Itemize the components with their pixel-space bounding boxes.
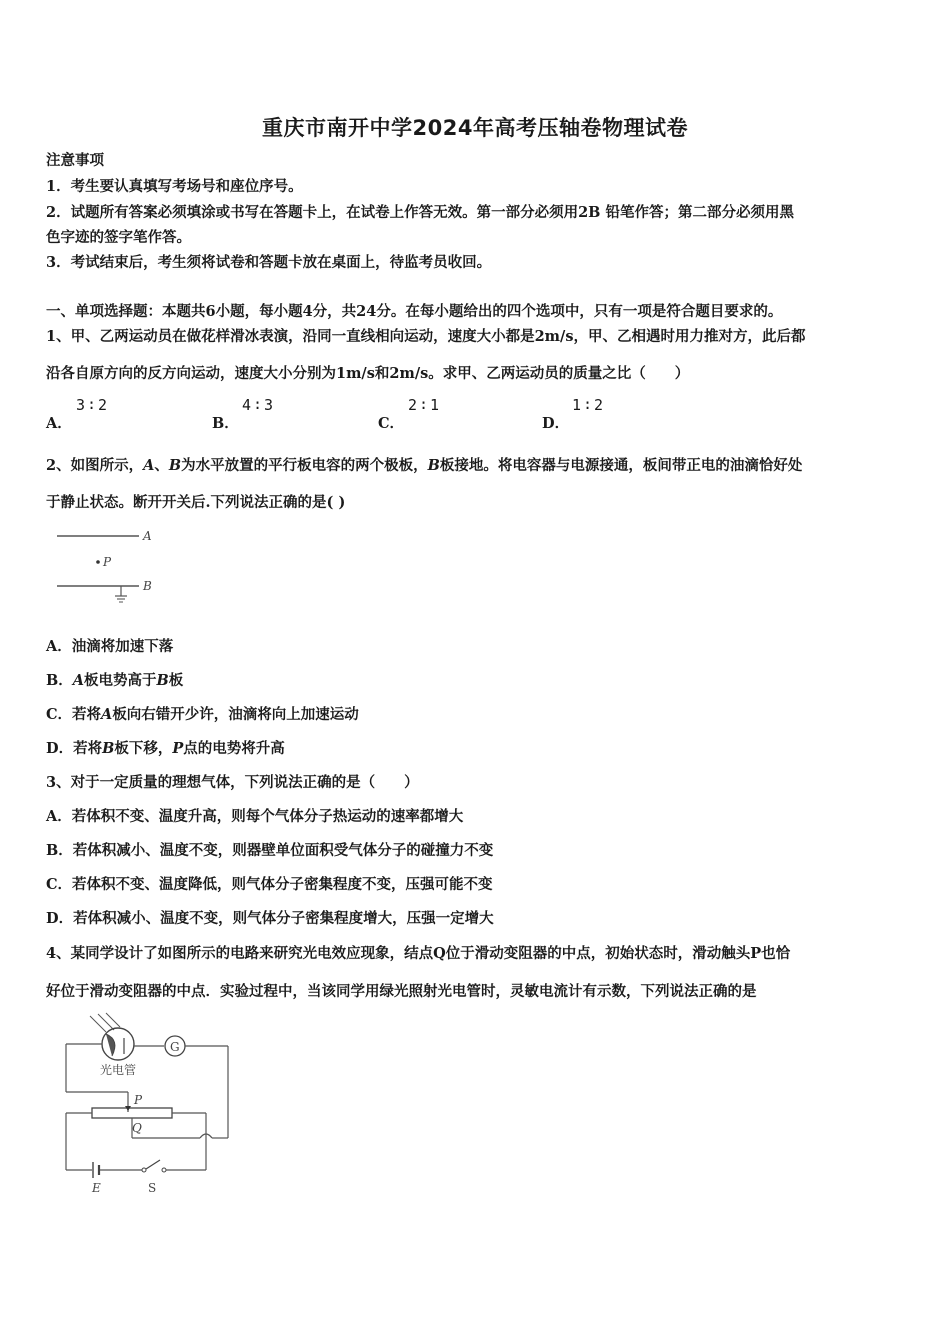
plate-a-symbol: A xyxy=(143,457,155,474)
notice-item-3: 3．考试结束后，考生须将试卷和答题卡放在桌面上，待监考员收回。 xyxy=(46,254,492,271)
slider-p-label: P xyxy=(134,1093,143,1107)
option-value: 2∶1 xyxy=(408,396,442,414)
option-label: C． xyxy=(378,415,405,432)
point-p-symbol: P xyxy=(172,740,184,757)
light-ray xyxy=(90,1016,106,1032)
text: 板接地。将电容器与电源接通，板间带正电的油滴恰好处 xyxy=(439,457,803,474)
text: 板电势高于 xyxy=(84,672,157,689)
q2-option-b[interactable] xyxy=(46,671,906,691)
notice-item-2: 2．试题所有答案必须填涂或书写在答题卡上，在试卷上作答无效。第一部分必须用2B 铅笔作答；第二部分必须用黑 xyxy=(46,204,794,221)
q3-option-d[interactable]: D．若体积减小、温度不变，则气体分子密集程度增大，压强一定增大 xyxy=(46,910,494,927)
plate-b-label: B xyxy=(143,579,152,593)
battery-label: E xyxy=(92,1181,101,1195)
plate-b-symbol: B xyxy=(156,672,169,689)
node-q-label: Q xyxy=(132,1121,142,1135)
q2-option-c[interactable] xyxy=(46,705,906,725)
section-heading: 一、单项选择题：本题共6小题，每小题4分，共24分。在每小题给出的四个选项中，只有一项是符合题目要求的。 xyxy=(46,303,783,320)
option-label: D． xyxy=(542,415,570,432)
q3-option-c[interactable]: C．若体积不变、温度降低，则气体分子密集程度不变，压强可能不变 xyxy=(46,876,493,893)
plate-b-symbol: B xyxy=(427,457,440,474)
oil-drop xyxy=(96,560,100,564)
galvanometer-label: G xyxy=(170,1040,180,1054)
text: B． xyxy=(46,672,73,689)
light-ray xyxy=(106,1013,120,1027)
q2-stem-line1 xyxy=(46,456,906,476)
option-value: 4∶3 xyxy=(242,396,276,414)
q2-option-a[interactable]: A．油滴将加速下落 xyxy=(46,638,174,655)
q2-option-d[interactable] xyxy=(46,739,906,759)
text: 点的电势将升高 xyxy=(183,740,285,757)
light-ray xyxy=(98,1014,114,1030)
q1-option-a[interactable] xyxy=(46,396,196,432)
switch-lever-icon xyxy=(146,1160,160,1169)
q3-stem: 3、对于一定质量的理想气体，下列说法正确的是（ ） xyxy=(46,774,419,791)
text: C．若将 xyxy=(46,706,102,723)
option-label: B． xyxy=(212,415,239,432)
photo-tube-icon xyxy=(102,1028,134,1060)
notice-heading: 注意事项 xyxy=(46,152,104,169)
q1-option-b[interactable] xyxy=(212,396,362,432)
cathode-icon xyxy=(106,1034,115,1056)
text: D．若将 xyxy=(46,740,103,757)
page-title: 重庆市南开中学2024年高考压轴卷物理试卷 xyxy=(262,116,688,140)
photoelectric-circuit-diagram xyxy=(60,1012,245,1197)
switch-icon xyxy=(142,1168,146,1172)
rheostat-icon xyxy=(92,1108,172,1118)
plate-a-label: A xyxy=(143,529,152,543)
text: 、 xyxy=(154,457,169,474)
q4-stem-line2: 好位于滑动变阻器的中点．实验过程中，当该同学用绿光照射光电管时，灵敏电流计有示数，下列说法正确的是 xyxy=(46,983,757,1000)
tube-label: 光电管 xyxy=(100,1063,137,1077)
q4-stem-line1: 4、某同学设计了如图所示的电路来研究光电效应现象，结点Q位于滑动变阻器的中点，初始状态时，滑动触头P也恰 xyxy=(46,945,791,962)
text: 板下移， xyxy=(114,740,173,757)
plate-a-symbol: A xyxy=(101,706,113,723)
capacitor-diagram xyxy=(55,522,165,612)
q1-options xyxy=(46,396,906,432)
q3-option-b[interactable]: B．若体积减小、温度不变，则器壁单位面积受气体分子的碰撞力不变 xyxy=(46,842,494,859)
q2-stem-line2: 于静止状态。断开开关后.下列说法正确的是( ) xyxy=(46,494,346,511)
plate-b-symbol: B xyxy=(168,457,182,474)
switch-contact-icon xyxy=(162,1168,166,1172)
q1-option-d[interactable] xyxy=(542,396,692,432)
plate-a-symbol: A xyxy=(72,672,85,689)
notice-item-1: 1．考生要认真填写考场号和座位序号。 xyxy=(46,178,303,195)
point-p-label: P xyxy=(103,555,112,569)
q1-stem-line1: 1、甲、乙两运动员在做花样滑冰表演，沿同一直线相向运动，速度大小都是2m/s，甲、乙相遇时用力推对方，此后都 xyxy=(46,328,806,345)
text: 板 xyxy=(168,672,184,689)
plate-b-symbol: B xyxy=(102,740,115,757)
q1-stem-line2: 沿各自原方向的反方向运动，速度大小分别为1m/s和2m/s。求甲、乙两运动员的质量之比（ ） xyxy=(46,365,690,382)
text: 为水平放置的平行板电容的两个极板， xyxy=(181,457,428,474)
notice-item-2-cont: 色字迹的签字笔作答。 xyxy=(46,229,191,246)
text: 2、如图所示， xyxy=(46,457,144,474)
option-value: 1∶2 xyxy=(572,396,606,414)
q3-option-a[interactable]: A．若体积不变、温度升高，则每个气体分子热运动的速率都增大 xyxy=(46,808,464,825)
switch-label: S xyxy=(148,1181,157,1195)
q1-option-c[interactable] xyxy=(378,396,528,432)
option-label: A． xyxy=(46,415,72,432)
option-value: 3∶2 xyxy=(76,396,110,414)
text: 板向右错开少许，油滴将向上加速运动 xyxy=(112,706,359,723)
